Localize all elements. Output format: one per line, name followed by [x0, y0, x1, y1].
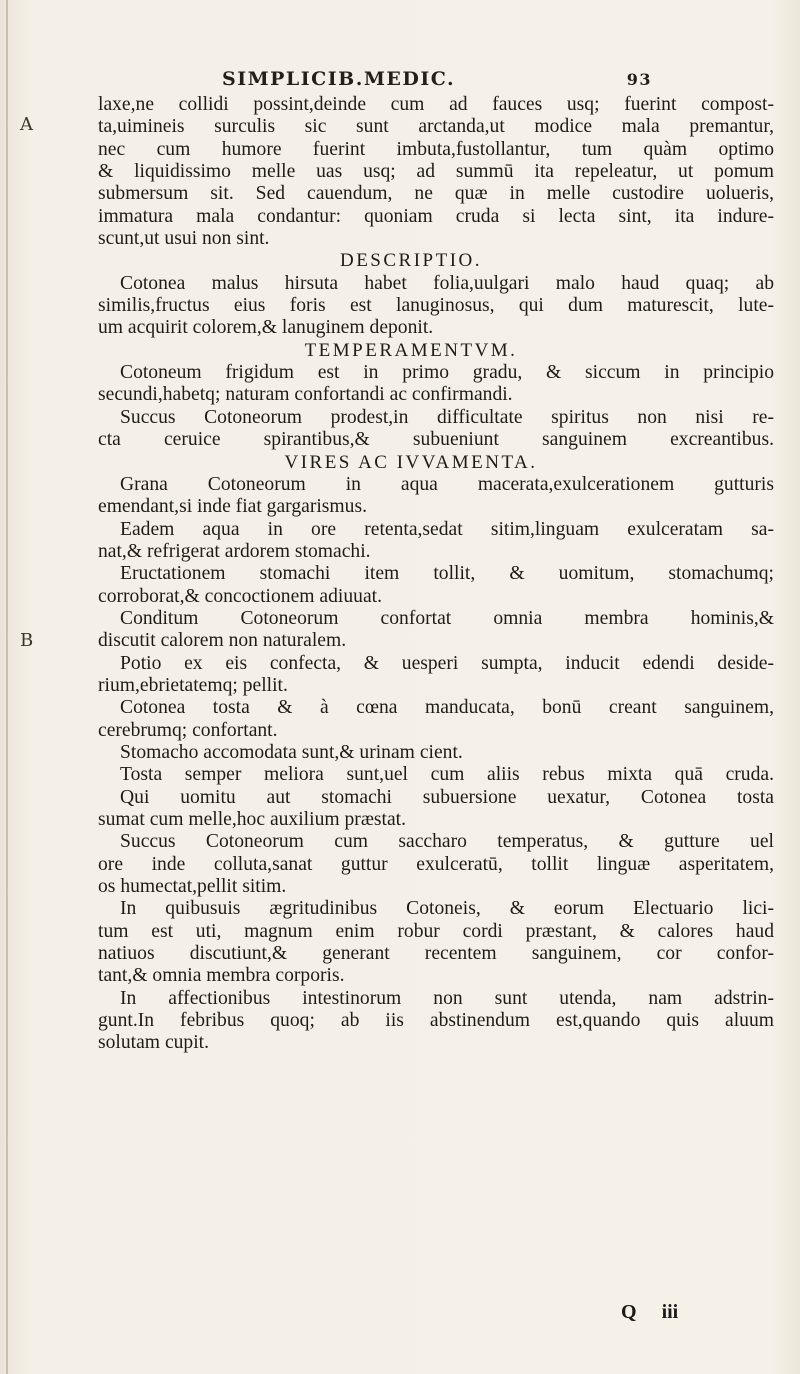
text-line: nat,& refrigerat ardorem stomachi. — [98, 540, 371, 562]
text-line: tant,& omnia membra corporis. — [98, 965, 345, 987]
running-header — [222, 68, 652, 94]
text-line: Stomacho accomodata sunt,& urinam cient. — [120, 741, 463, 763]
text-line: Grana Cotoneorum in aqua macerata,exulcerationem gutturis — [120, 473, 774, 495]
text-line: ta,uimineis surculis sic sunt arctanda,ut modice mala premantur, — [98, 116, 774, 138]
text-line: corroborat,& concoctionem adiuuat. — [98, 585, 383, 607]
text-line: gunt.In febribus quoq; ab iis abstinendum est,quando quis aluum — [98, 1010, 774, 1032]
text-line: natiuos discutiunt,& generant recentem sanguinem, cor confor- — [98, 943, 774, 965]
text-line: emendant,si inde fiat gargarismus. — [98, 496, 367, 518]
signature-mark: Q — [621, 1301, 637, 1323]
text-line: Eructationem stomachi item tollit, & uomitum, stomachumq; — [120, 563, 774, 585]
text-line: Cotonea malus hirsuta habet folia,uulgari malo haud quaq; ab — [120, 272, 774, 294]
section-heading-temperamentum: TEMPERAMENTVM. — [304, 339, 518, 361]
text-line: tum est uti, magnum enim robur cordi præstant, & calores haud — [98, 920, 774, 942]
text-line: Succus Cotoneorum prodest,in difficultate spiritus non nisi re- — [120, 406, 774, 428]
text-line: Eadem aqua in ore retenta,sedat sitim,linguam exulceratam sa- — [120, 518, 774, 540]
text-line: In affectionibus intestinorum non sunt utenda, nam adstrin- — [120, 987, 774, 1009]
text-line: secundi,habetq; naturam confortandi ac confirmandi. — [98, 384, 513, 406]
margin-letter-b: B — [20, 630, 34, 651]
text-line: um acquirit colorem,& lanuginem deponit. — [98, 317, 434, 339]
text-line: discutit calorem non naturalem. — [98, 630, 347, 652]
text-line: laxe,ne collidi possint,deinde cum ad fauces usq; fuerint compost- — [98, 94, 774, 115]
text-line: nec cum humore fuerint imbuta,fustollantur, tum quàm optimo — [98, 138, 774, 160]
text-line: In quibusuis ægritudinibus Cotoneis, & eorum Electuario lici- — [120, 898, 774, 920]
text-line: Succus Cotoneorum cum saccharo temperatus, & gutture uel — [120, 831, 774, 853]
body-text — [98, 94, 774, 1055]
text-line: Qui uomitu aut stomachi subuersione uexatur, Cotonea tosta — [120, 786, 774, 808]
text-line: cerebrumq; confortant. — [98, 719, 278, 741]
section-heading-descriptio: DESCRIPTIO. — [339, 250, 483, 272]
text-line: Tosta semper meliora sunt,uel cum aliis rebus mixta quā cruda. — [120, 764, 774, 786]
text-line: os humectat,pellit sitim. — [98, 876, 287, 898]
text-line: rium,ebrietatemq; pellit. — [98, 674, 288, 696]
text-line: & liquidissimo melle uas usq; ad summū ita repeleatur, ut pomum — [98, 161, 774, 183]
page-gutter-divider — [6, 0, 8, 1374]
running-title: SIMPLICIB.MEDIC. — [222, 68, 456, 90]
catchword-text: iii — [661, 1301, 679, 1323]
page-number: 93 — [626, 70, 652, 89]
text-line: cta ceruice spirantibus,& subueniunt sanguinem excreantibus. — [98, 429, 774, 451]
text-line: sumat cum melle,hoc auxilium præstat. — [98, 809, 406, 830]
margin-letter-a: A — [20, 114, 33, 135]
text-line: ore inde colluta,sanat guttur exulceratū, tollit linguæ asperitatem, — [98, 853, 774, 875]
text-line: Potio ex eis confecta, & uesperi sumpta, inducit edendi deside- — [120, 652, 774, 674]
text-line: Cotoneum frigidum est in primo gradu, & siccum in principio — [120, 362, 774, 384]
text-line: solutam cupit. — [98, 1032, 210, 1054]
text-line: Conditum Cotoneorum confortat omnia membra hominis,& — [120, 607, 774, 629]
text-line: scunt,ut usui non sint. — [98, 228, 270, 250]
text-line: similis,fructus eius foris est lanuginosus, qui dum maturescit, lute- — [98, 295, 774, 317]
text-line: submersum sit. Sed cauendum, ne quæ in melle custodire uolueris, — [98, 183, 774, 205]
catchword — [621, 1301, 721, 1325]
text-line: immatura mala condantur: quoniam cruda si lecta sint, ita indure- — [98, 205, 774, 227]
text-line: Cotonea tosta & à cœna manducata, bonū creant sanguinem, — [120, 697, 774, 719]
section-heading-vires: VIRES AC IVVAMENTA. — [284, 451, 538, 473]
